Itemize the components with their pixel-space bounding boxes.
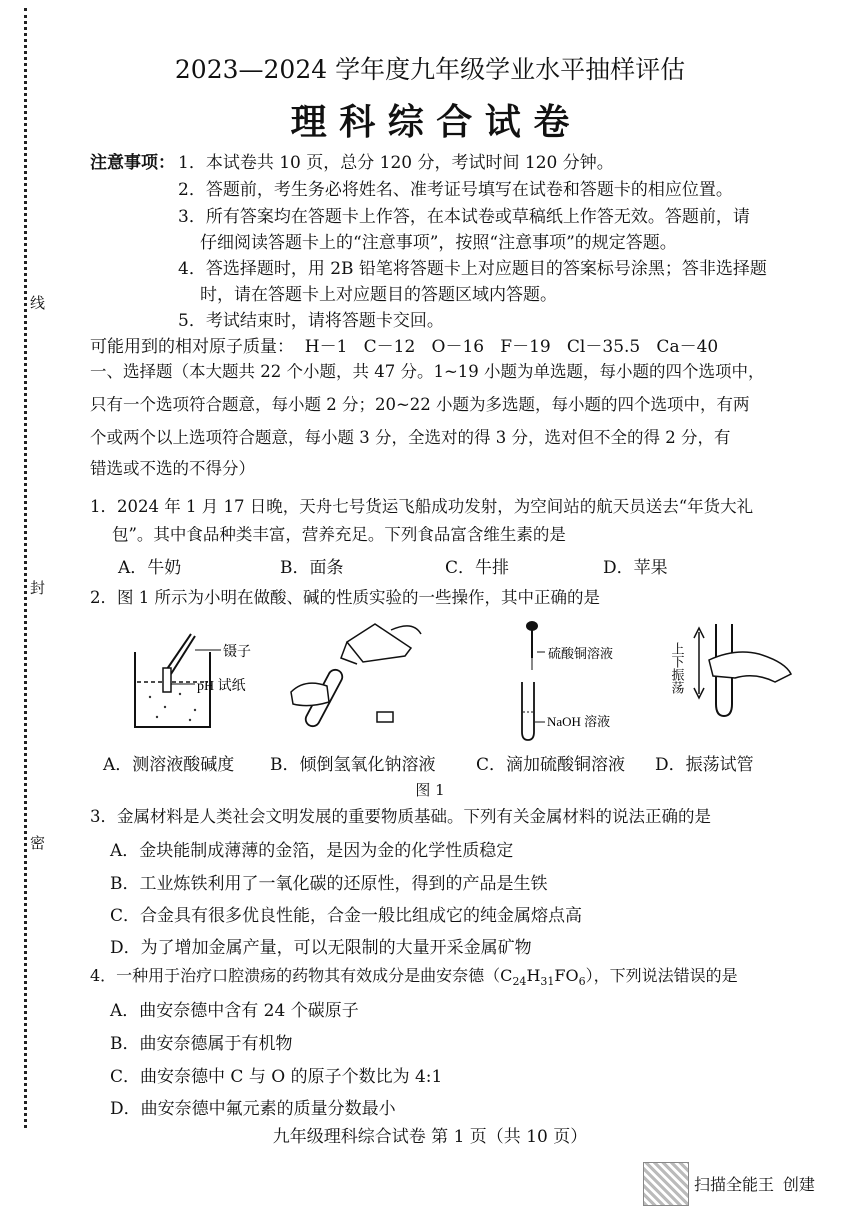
question-4-stem [90, 963, 738, 988]
pouring-illustration [291, 624, 421, 729]
scanner-logo-icon [643, 1162, 689, 1206]
figure-1 [95, 612, 815, 742]
q2-option-b: B．倾倒氢氧化钠溶液 [270, 755, 436, 775]
question-3-stem: 3．金属材料是人类社会文明发展的重要物质基础。下列有关金属材料的说法正确的是 [90, 807, 711, 826]
formula-sub: 31 [540, 975, 555, 989]
q2-option-c: C．滴加硫酸铜溶液 [476, 755, 626, 775]
q1-option-b: B．面条 [280, 558, 344, 578]
q4-option-a: A．曲安奈德中含有 24 个碳原子 [110, 1001, 359, 1021]
question-2-stem: 2．图 1 所示为小明在做酸、碱的性质实验的一些操作，其中正确的是 [90, 588, 600, 607]
notice-label: 注意事项： [90, 153, 175, 173]
q2-option-d: D．振荡试管 [655, 755, 754, 775]
formula-sub: 6 [578, 975, 586, 989]
shake-label: 上下振荡 [669, 642, 685, 694]
scanner-watermark: 扫描全能王 创建 [694, 1177, 815, 1194]
notice-item: 2．答题前，考生务必将姓名、准考证号填写在试卷和答题卡的相应位置。 [178, 180, 733, 200]
question-1-stem: 1．2024 年 1 月 17 日晚，天舟七号货运飞船成功发射，为空间站的航天员送去“年货大礼 [90, 497, 754, 516]
shaking-illustration [670, 624, 792, 716]
page-footer: 九年级理科综合试卷 第 1 页（共 10 页） [272, 1127, 588, 1147]
cuso4-label: 硫酸铜溶液 [548, 646, 614, 661]
notice-item: 仔细阅读答题卡上的“注意事项”，按照“注意事项”的规定答题。 [200, 233, 677, 253]
q3-option-a: A．金块能制成薄薄的金箔，是因为金的化学性质稳定 [110, 841, 514, 861]
notice-item: 时，请在答题卡上对应题目的答题区域内答题。 [200, 285, 557, 305]
exam-subtitle: 2023—2024 学年度九年级学业水平抽样评估 [174, 55, 686, 84]
side-mark-xian: 线 [30, 290, 45, 315]
exam-title: 理 科 综 合 试 卷 [290, 101, 570, 143]
q4-stem-text: 4．一种用于治疗口腔溃疡的药物其有效成分是曲安奈德（C [90, 966, 513, 985]
section-instructions: 一、选择题（本大题共 22 个小题，共 47 分。1~19 小题为单选题，每小题的四个选项中， [90, 362, 765, 381]
notice-item: 5．考试结束时，请将答题卡交回。 [178, 311, 444, 331]
q1-option-d: D．苹果 [603, 558, 668, 578]
formula-sub: 24 [512, 975, 527, 989]
binding-dotted-line [24, 8, 27, 1128]
q4-option-c: C．曲安奈德中 C 与 O 的原子个数比为 4:1 [110, 1067, 443, 1087]
side-mark-mi: 密 [30, 830, 45, 855]
q3-option-c: C．合金具有很多优良性能，合金一般比组成它的纯金属熔点高 [110, 906, 583, 926]
naoh-label: NaOH 溶液 [547, 714, 611, 729]
formula-h: H [526, 966, 541, 985]
q1-option-c: C．牛排 [445, 558, 510, 578]
atomic-masses: 可能用到的相对原子质量： H－1 C－12 O－16 F－19 Cl－35.5 Ca－40 [90, 337, 719, 357]
section-instructions: 错选或不选的不得分） [90, 459, 255, 478]
q4-option-b: B．曲安奈德属于有机物 [110, 1034, 293, 1054]
notice-item: 1．本试卷共 10 页，总分 120 分，考试时间 120 分钟。 [178, 153, 614, 173]
question-1-stem: 包”。其中食品种类丰富，营养充足。下列食品富含维生素的是 [112, 525, 566, 544]
q1-option-a: A．牛奶 [118, 558, 182, 578]
q3-option-d: D．为了增加金属产量，可以无限制的大量开采金属矿物 [110, 938, 532, 958]
notice-item: 4．答选择题时，用 2B 铅笔将答题卡上对应题目的答案标号涂黑；答非选择题 [178, 259, 767, 279]
formula-fo: FO [554, 966, 579, 985]
tweezers-label: 镊子 [223, 645, 251, 660]
figure-caption: 图 1 [415, 781, 445, 799]
q4-stem-end: ），下列说法错误的是 [585, 966, 738, 985]
section-instructions: 个或两个以上选项符合题意，每小题 3 分，全选对的得 3 分，选对但不全的得 2 分，有 [90, 428, 731, 447]
q4-option-d: D．曲安奈德中氟元素的质量分数最小 [110, 1099, 396, 1119]
dropper-illustration [522, 621, 545, 740]
q2-option-a: A．测溶液酸碱度 [103, 755, 235, 775]
q3-option-b: B．工业炼铁利用了一氧化碳的还原性，得到的产品是生铁 [110, 874, 548, 894]
section-instructions: 只有一个选项符合题意，每小题 2 分；20~22 小题为多选题，每小题的四个选项中，有两 [90, 395, 750, 414]
side-mark-feng: 封 [30, 575, 45, 600]
notice-item: 3．所有答案均在答题卡上作答，在本试卷或草稿纸上作答无效。答题前，请 [178, 207, 750, 227]
ph-paper-label: pH 试纸 [197, 679, 246, 694]
